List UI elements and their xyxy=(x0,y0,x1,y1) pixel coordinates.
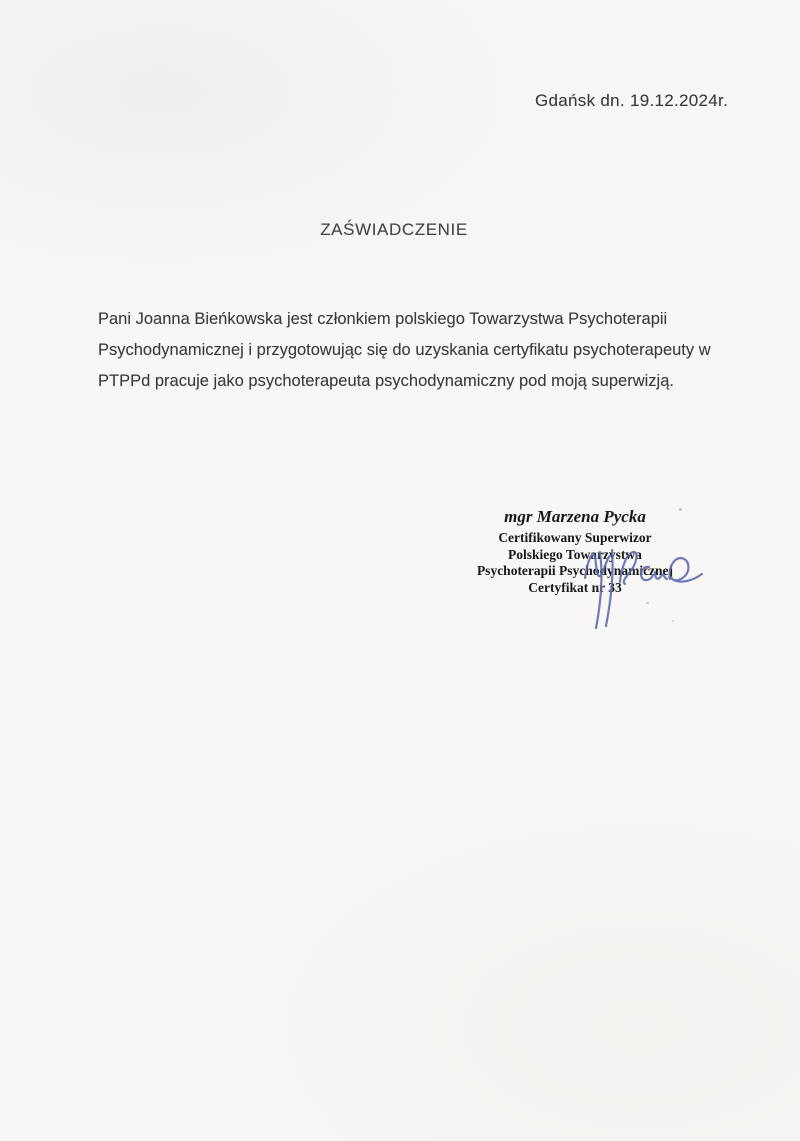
signature-stroke xyxy=(585,555,610,578)
body-line: Pani Joanna Bieńkowska jest członkiem polskiego Towarzystwa Psychoterapii xyxy=(98,310,668,328)
body-line: PTPPd pracuje jako psychoterapeuta psychodynamiczny pod moją superwizją. xyxy=(98,372,674,390)
scan-speck xyxy=(679,508,682,511)
signature-stroke xyxy=(641,567,653,580)
document-title: ZAŚWIADCZENIE xyxy=(320,220,468,239)
scan-speck xyxy=(646,602,649,604)
certificate-number: Certyfikat nr 33 xyxy=(528,579,622,595)
signer-name: mgr Marzena Pycka xyxy=(504,507,646,526)
signer-organization: Psychoterapii Psychodynamicznej xyxy=(476,563,674,578)
signer-title: Certifikowany Superwizor xyxy=(498,530,652,545)
body-line: Psychodynamicznej i przygotowując się do uzyskania certyfikatu psychoterapeuty w xyxy=(98,341,711,359)
handwritten-signature-icon xyxy=(575,530,715,635)
scan-speck xyxy=(672,620,674,622)
body-paragraph xyxy=(98,304,718,397)
signature-stroke xyxy=(670,558,702,582)
signature-stroke xyxy=(620,552,637,584)
signer-organization: Polskiego Towarzystwa xyxy=(508,546,642,562)
signature-stroke xyxy=(655,572,667,579)
date-line: Gdańsk dn. 19.12.2024r. xyxy=(535,91,729,110)
